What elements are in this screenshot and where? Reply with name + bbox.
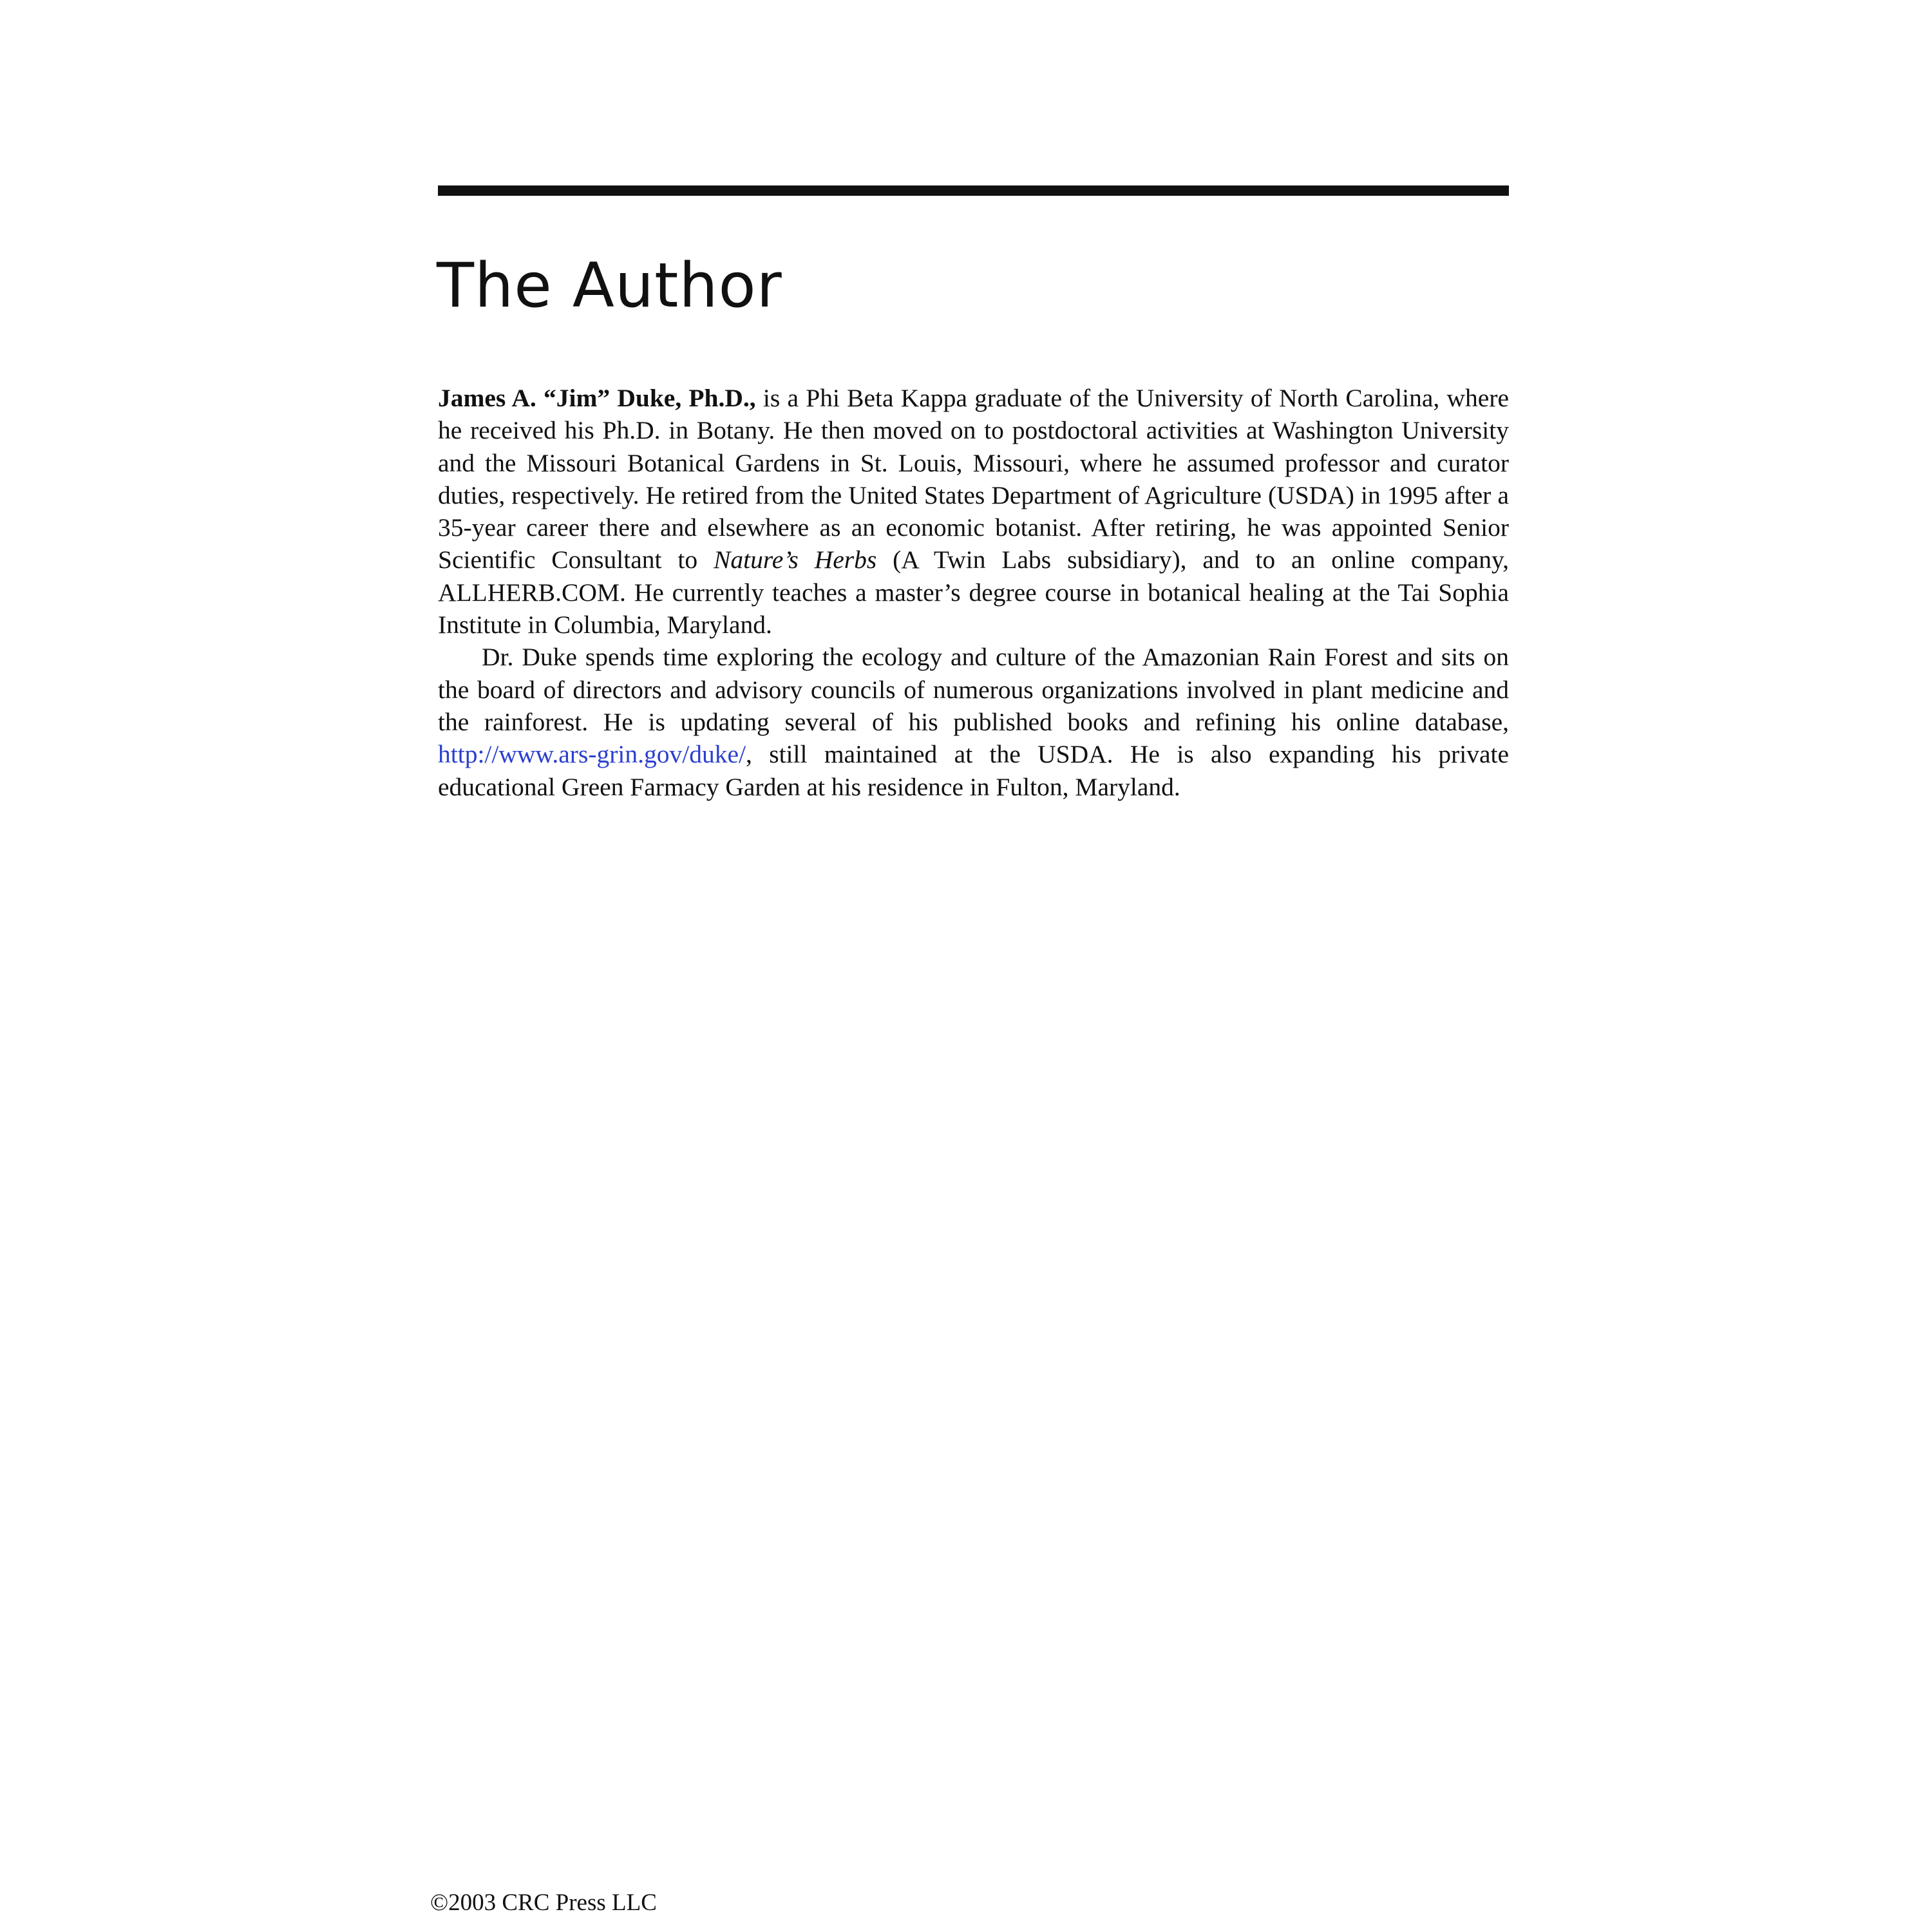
author-name: James A. “Jim” Duke, Ph.D., <box>438 384 756 412</box>
chapter-top-rule <box>438 185 1509 196</box>
paragraph-2-text-a: Dr. Duke spends time exploring the ecology and culture of the Amazonian Rain Forest and sits on the board of directors and advisory councils of numerous organizations involved in plant medicine and the rainforest. He is updating several of his published books and refining his online database, <box>438 643 1509 736</box>
chapter-title: The Author <box>437 251 782 321</box>
copyright-footer: ©2003 CRC Press LLC <box>430 1889 657 1916</box>
biography-paragraph-2 <box>438 641 1509 802</box>
book-title: Nature’s Herbs <box>714 545 877 574</box>
paragraph-2-text-b: , still maintained at the USDA. He is also expanding his private educational Green Farmacy Garden at his residence in Fulton, Maryland. <box>438 740 1509 801</box>
paragraph-1-text-b: (A Twin Labs subsidiary), and to an online company, ALLHERB.COM. He currently teaches a master’s degree course in botanical healing at the Tai Sophia Institute in Columbia, Maryland. <box>438 545 1509 639</box>
database-link[interactable]: http://www.ars-grin.gov/duke/ <box>438 740 746 769</box>
paragraph-1-text-a: is a Phi Beta Kappa graduate of the University of North Carolina, where he received his Ph.D. in Botany. He then moved on to postdoctoral activities at Washington University and the Missouri Botanical Gardens in St. Louis, Missouri, where he assumed professor and curator duties, respectively. He retired from the United States Department of Agriculture (USDA) in 1995 after a 35-year career there and elsewhere as an economic botanist. After retiring, he was appointed Senior Scientific Consultant to <box>438 384 1510 574</box>
author-biography <box>438 382 1509 803</box>
biography-paragraph-1 <box>438 382 1509 641</box>
